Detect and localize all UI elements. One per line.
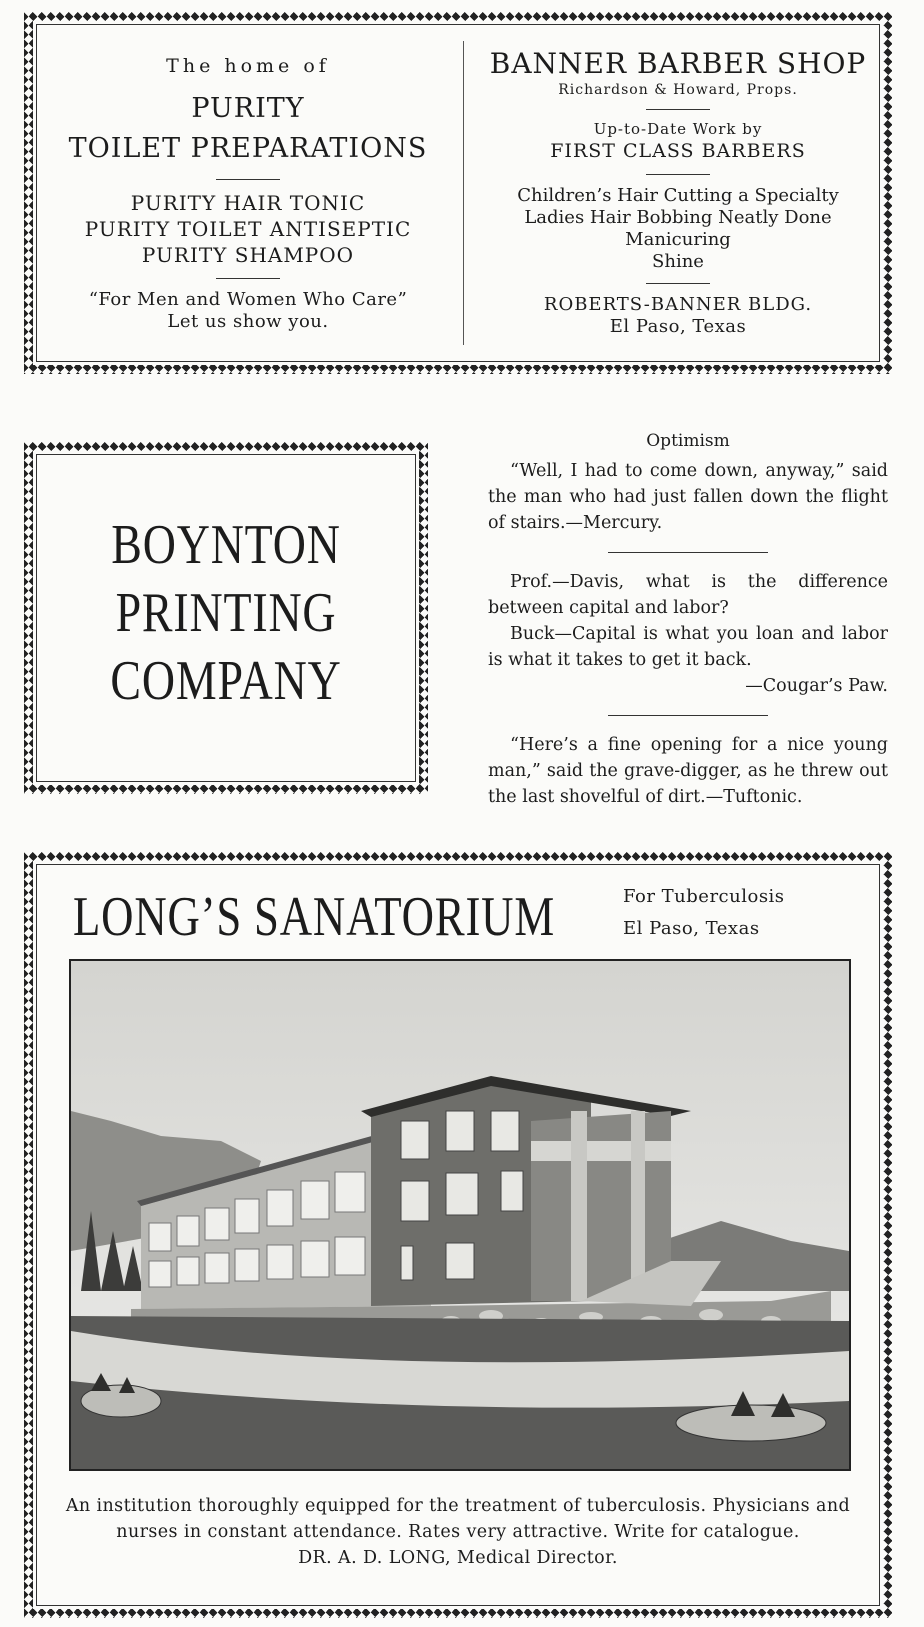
joke-text: “Here’s a fine opening for a nice young man,” said the grave-digger, as he threw out the last shovelful of dirt.—Tuftonic. — [488, 735, 888, 807]
purity-ad — [43, 51, 453, 333]
sanatorium-name: LONG’S SANATORIUM — [73, 886, 555, 948]
sanatorium-purpose: For Tuberculosis — [623, 886, 785, 907]
sanatorium-description-block — [53, 1493, 863, 1571]
top-advertisement-frame — [24, 12, 892, 374]
joke-question: Prof.—Davis, what is the difference between capital and labor? — [488, 572, 888, 618]
joke-answer: Buck—Capital is what you loan and labor is what it takes to get it back. — [488, 624, 888, 670]
barber-service: Manicuring — [625, 229, 731, 250]
barber-city: El Paso, Texas — [609, 316, 747, 337]
divider-rule — [646, 283, 710, 284]
divider-rule — [608, 552, 768, 553]
divider-rule — [646, 174, 710, 175]
purity-product: PURITY TOILET ANTISEPTIC — [84, 217, 412, 241]
sanatorium-description: An institution thoroughly equipped for the treatment of tuberculosis. Physicians and nurses in constant attendance. Rates very attractive. Write for catalogue. — [65, 1496, 851, 1542]
divider-rule — [216, 278, 280, 279]
purity-cta: Let us show you. — [167, 311, 329, 332]
divider-rule — [646, 109, 710, 110]
barber-service: Shine — [652, 251, 704, 272]
barber-name: BANNER BARBER SHOP — [489, 47, 867, 80]
boynton-line2: PRINTING — [115, 582, 337, 644]
barber-service: Children’s Hair Cutting a Specialty — [517, 185, 839, 206]
sanatorium-director: DR. A. D. LONG, Medical Director. — [298, 1548, 618, 1568]
building-illustration — [71, 961, 849, 1469]
purity-slogan: “For Men and Women Who Care” — [88, 289, 408, 310]
joke-text: “Well, I had to come down, anyway,” said the man who had just fallen down the flight of stairs.—Mercury. — [488, 461, 888, 533]
column-divider — [463, 41, 464, 345]
sanatorium-photo — [69, 959, 851, 1471]
barber-barbers: FIRST CLASS BARBERS — [550, 140, 806, 162]
boynton-name — [68, 511, 385, 715]
barber-building: ROBERTS-BANNER BLDG. — [543, 294, 813, 315]
barber-service: Ladies Hair Bobbing Neatly Done — [524, 207, 832, 228]
boynton-line1: BOYNTON — [111, 514, 341, 576]
sanatorium-subtitle — [623, 881, 785, 945]
boynton-line3: COMPANY — [110, 650, 342, 712]
sanatorium-city: El Paso, Texas — [623, 918, 760, 939]
divider-rule — [216, 179, 280, 180]
purity-product: PURITY HAIR TONIC — [130, 191, 366, 215]
purity-name-line1: PURITY — [191, 93, 305, 124]
jokes-column — [488, 428, 888, 810]
jokes-title: Optimism — [646, 431, 730, 451]
joke-attribution: —Cougar’s Paw. — [745, 676, 888, 696]
boynton-advertisement-frame — [24, 442, 428, 794]
barber-ad — [473, 47, 883, 338]
purity-intro: The home of — [166, 55, 330, 77]
purity-name-line2: TOILET PREPARATIONS — [68, 133, 428, 164]
sanatorium-advertisement-frame — [24, 852, 892, 1618]
purity-product: PURITY SHAMPOO — [141, 243, 355, 267]
divider-rule — [608, 715, 768, 716]
barber-tagline: Up-to-Date Work by — [593, 120, 763, 138]
barber-props: Richardson & Howard, Props. — [558, 82, 798, 98]
